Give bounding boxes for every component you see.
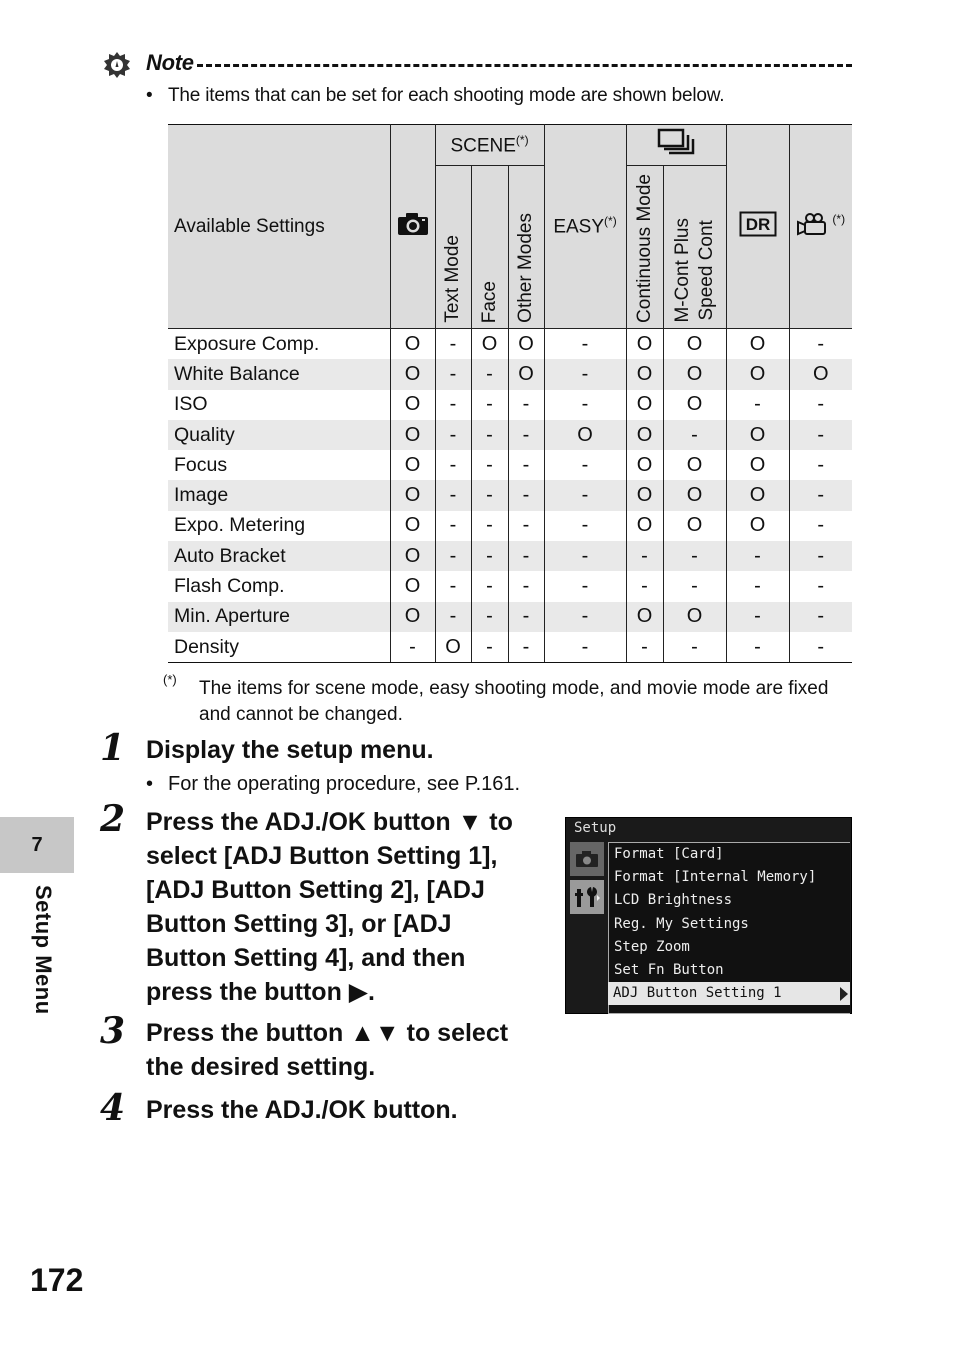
svg-text:DR: DR <box>745 214 770 234</box>
table-cell: O <box>726 511 789 541</box>
table-cell: - <box>726 571 789 601</box>
table-cell: - <box>544 571 626 601</box>
table-cell: O <box>663 511 726 541</box>
chevron-right-icon <box>840 987 848 1001</box>
table-row <box>168 602 852 632</box>
note-bullet: • <box>146 85 153 106</box>
table-cell: - <box>471 480 508 510</box>
row-label: White Balance <box>168 359 390 389</box>
table-cell: O <box>626 390 663 420</box>
row-label: Density <box>168 632 390 663</box>
settings-table <box>168 124 852 663</box>
table-cell: - <box>663 541 726 571</box>
step-2-line: Button Setting 3], or [ADJ <box>146 910 452 938</box>
step-1-text: Display the setup menu. <box>146 736 434 764</box>
shooting-tab-icon <box>575 850 599 868</box>
settings-table-body <box>168 329 852 663</box>
table-cell: O <box>626 511 663 541</box>
step-4-number: 4 <box>100 1087 126 1129</box>
screen-menu <box>608 842 850 1014</box>
step-3-line: the desired setting. <box>146 1053 376 1081</box>
table-cell: - <box>390 632 435 663</box>
table-cell: - <box>471 450 508 480</box>
table-cell: O <box>390 390 435 420</box>
table-cell: O <box>626 450 663 480</box>
table-cell: O <box>508 359 544 389</box>
table-cell: O <box>626 480 663 510</box>
header-dr <box>726 125 789 329</box>
table-row <box>168 390 852 420</box>
setup-tab-icon <box>574 885 600 909</box>
screen-tab-setup <box>570 880 604 914</box>
table-cell: O <box>544 420 626 450</box>
table-cell: - <box>544 602 626 632</box>
step-1-number: 1 <box>100 727 126 769</box>
table-cell: - <box>435 390 471 420</box>
table-cell: - <box>663 571 726 601</box>
footnote-text: The items for scene mode, easy shooting mode, and movie mode are fixed and cannot be changed. <box>199 678 829 725</box>
row-label: Expo. Metering <box>168 511 390 541</box>
header-mcont-speed: M-Cont Plus Speed Cont <box>663 166 726 329</box>
note-title: Note <box>146 50 194 75</box>
table-cell: - <box>544 632 626 663</box>
movie-camera-icon <box>796 212 832 236</box>
table-cell: O <box>726 480 789 510</box>
table-row <box>168 329 852 360</box>
row-label: Image <box>168 480 390 510</box>
table-cell: - <box>435 480 471 510</box>
menu-item[interactable]: Step Zoom <box>614 938 690 955</box>
table-cell: O <box>663 480 726 510</box>
table-cell: O <box>390 450 435 480</box>
table-cell: - <box>726 602 789 632</box>
table-cell: - <box>435 359 471 389</box>
table-row <box>168 359 852 389</box>
table-cell: O <box>390 329 435 360</box>
row-label: Exposure Comp. <box>168 329 390 360</box>
table-cell: - <box>508 602 544 632</box>
table-cell: O <box>726 329 789 360</box>
menu-item[interactable]: Format [Card] <box>614 846 724 862</box>
step-3-line: Press the button ▲▼ to select <box>146 1019 509 1047</box>
step-3-text <box>146 1016 508 1084</box>
screen-tabs <box>570 842 606 1008</box>
step-2-line: [ADJ Button Setting 2], [ADJ <box>146 876 485 904</box>
header-continuous-group <box>626 125 726 166</box>
table-cell: - <box>789 420 852 450</box>
table-cell: - <box>544 480 626 510</box>
table-row <box>168 450 852 480</box>
dr-mode-icon <box>739 211 777 237</box>
menu-item[interactable]: LCD Brightness <box>614 892 733 909</box>
table-cell: O <box>390 420 435 450</box>
table-cell: - <box>626 541 663 571</box>
step-3-number: 3 <box>100 1010 126 1052</box>
table-cell: - <box>435 420 471 450</box>
header-movie: (*) <box>789 125 852 329</box>
continuous-mode-icon <box>657 128 695 156</box>
table-cell: - <box>789 480 852 510</box>
table-row <box>168 480 852 510</box>
table-cell: - <box>789 541 852 571</box>
row-label: Quality <box>168 420 390 450</box>
table-cell: - <box>508 571 544 601</box>
step-2-line: Button Setting 4], and then <box>146 944 466 972</box>
table-cell: - <box>663 632 726 663</box>
note-text: The items that can be set for each shooting mode are shown below. <box>168 85 725 106</box>
row-label: Min. Aperture <box>168 602 390 632</box>
chapter-tab: 7 <box>0 817 74 873</box>
table-cell: - <box>471 541 508 571</box>
chapter-label: Setup Menu <box>31 885 56 1015</box>
table-cell: O <box>390 602 435 632</box>
table-cell: - <box>435 511 471 541</box>
step-2-line: select [ADJ Button Setting 1], <box>146 842 498 870</box>
table-cell: - <box>726 541 789 571</box>
header-easy: EASY(*) <box>544 125 626 329</box>
table-cell: - <box>435 450 471 480</box>
header-face: Face <box>471 166 508 329</box>
table-cell: O <box>626 329 663 360</box>
table-cell: - <box>508 480 544 510</box>
table-cell: O <box>626 420 663 450</box>
menu-item[interactable]: Reg. My Settings <box>614 915 749 932</box>
table-cell: - <box>544 390 626 420</box>
note-icon <box>102 50 132 80</box>
note-divider <box>197 64 852 67</box>
table-cell: O <box>390 541 435 571</box>
table-cell: - <box>789 602 852 632</box>
table-cell: O <box>390 511 435 541</box>
table-cell: - <box>544 359 626 389</box>
table-cell: O <box>726 450 789 480</box>
table-cell: - <box>789 511 852 541</box>
table-cell: O <box>726 359 789 389</box>
table-cell: - <box>789 571 852 601</box>
table-cell: - <box>544 450 626 480</box>
row-label: Flash Comp. <box>168 571 390 601</box>
step-2-number: 2 <box>100 798 126 840</box>
menu-item-selected[interactable] <box>608 982 850 1005</box>
table-cell: - <box>435 329 471 360</box>
table-cell: O <box>471 329 508 360</box>
table-cell: O <box>390 359 435 389</box>
table-cell: - <box>435 602 471 632</box>
table-cell: - <box>508 390 544 420</box>
table-cell: O <box>789 359 852 389</box>
menu-item[interactable]: Format [Internal Memory] <box>614 869 817 886</box>
table-cell: - <box>471 602 508 632</box>
menu-item-selected-label: ADJ Button Setting 1 <box>613 985 782 1002</box>
table-cell: - <box>508 632 544 663</box>
table-cell: - <box>435 541 471 571</box>
step-1-sub-text: For the operating procedure, see P.161. <box>168 773 521 795</box>
table-row <box>168 571 852 601</box>
table-row <box>168 511 852 541</box>
table-cell: - <box>789 390 852 420</box>
table-row <box>168 541 852 571</box>
step-4-text: Press the ADJ./OK button. <box>146 1096 458 1124</box>
table-cell: O <box>626 359 663 389</box>
table-cell: - <box>508 450 544 480</box>
table-cell: - <box>471 359 508 389</box>
header-other-modes: Other Modes <box>508 166 544 329</box>
step-2-line: press the button ▶. <box>146 978 375 1006</box>
row-label: ISO <box>168 390 390 420</box>
table-cell: - <box>471 390 508 420</box>
header-scene: SCENE(*) <box>435 125 544 166</box>
table-cell: O <box>390 571 435 601</box>
header-available-settings: Available Settings <box>168 125 390 329</box>
table-cell: - <box>544 541 626 571</box>
table-cell: O <box>726 420 789 450</box>
step-2-line: Press the ADJ./OK button ▼ to <box>146 808 513 836</box>
table-cell: - <box>508 511 544 541</box>
table-cell: O <box>390 480 435 510</box>
table-cell: - <box>471 511 508 541</box>
table-cell: - <box>789 632 852 663</box>
table-cell: - <box>544 329 626 360</box>
table-cell: - <box>663 420 726 450</box>
header-auto-mode <box>390 125 435 329</box>
menu-item[interactable]: Set Fn Button <box>614 961 724 978</box>
camera-setup-screen <box>565 817 852 1014</box>
table-cell: O <box>663 390 726 420</box>
table-cell: - <box>471 420 508 450</box>
table-cell: - <box>626 632 663 663</box>
footnote-mark: (*) <box>163 672 177 687</box>
step-1-sub-bullet: • <box>146 773 154 795</box>
header-continuous-mode: Continuous Mode <box>626 166 663 329</box>
table-cell: O <box>435 632 471 663</box>
table-cell: - <box>435 571 471 601</box>
table-cell: O <box>663 602 726 632</box>
table-cell: O <box>508 329 544 360</box>
table-cell: O <box>663 450 726 480</box>
screen-tab-shooting <box>570 842 604 876</box>
step-2-text <box>146 805 513 1009</box>
table-cell: - <box>726 390 789 420</box>
table-cell: - <box>471 632 508 663</box>
table-cell: - <box>789 450 852 480</box>
row-label: Focus <box>168 450 390 480</box>
table-cell: - <box>508 420 544 450</box>
table-cell: O <box>663 359 726 389</box>
table-cell: - <box>544 511 626 541</box>
table-cell: - <box>789 329 852 360</box>
table-cell: - <box>726 632 789 663</box>
table-cell: O <box>663 329 726 360</box>
table-cell: - <box>471 571 508 601</box>
table-row <box>168 632 852 663</box>
table-cell: O <box>626 602 663 632</box>
page-number: 172 <box>30 1262 84 1298</box>
header-text-mode: Text Mode <box>435 166 471 329</box>
screen-title: Setup <box>574 820 617 836</box>
table-cell: - <box>508 541 544 571</box>
row-label: Auto Bracket <box>168 541 390 571</box>
camera-icon <box>396 211 430 237</box>
table-row <box>168 420 852 450</box>
table-cell: - <box>626 571 663 601</box>
